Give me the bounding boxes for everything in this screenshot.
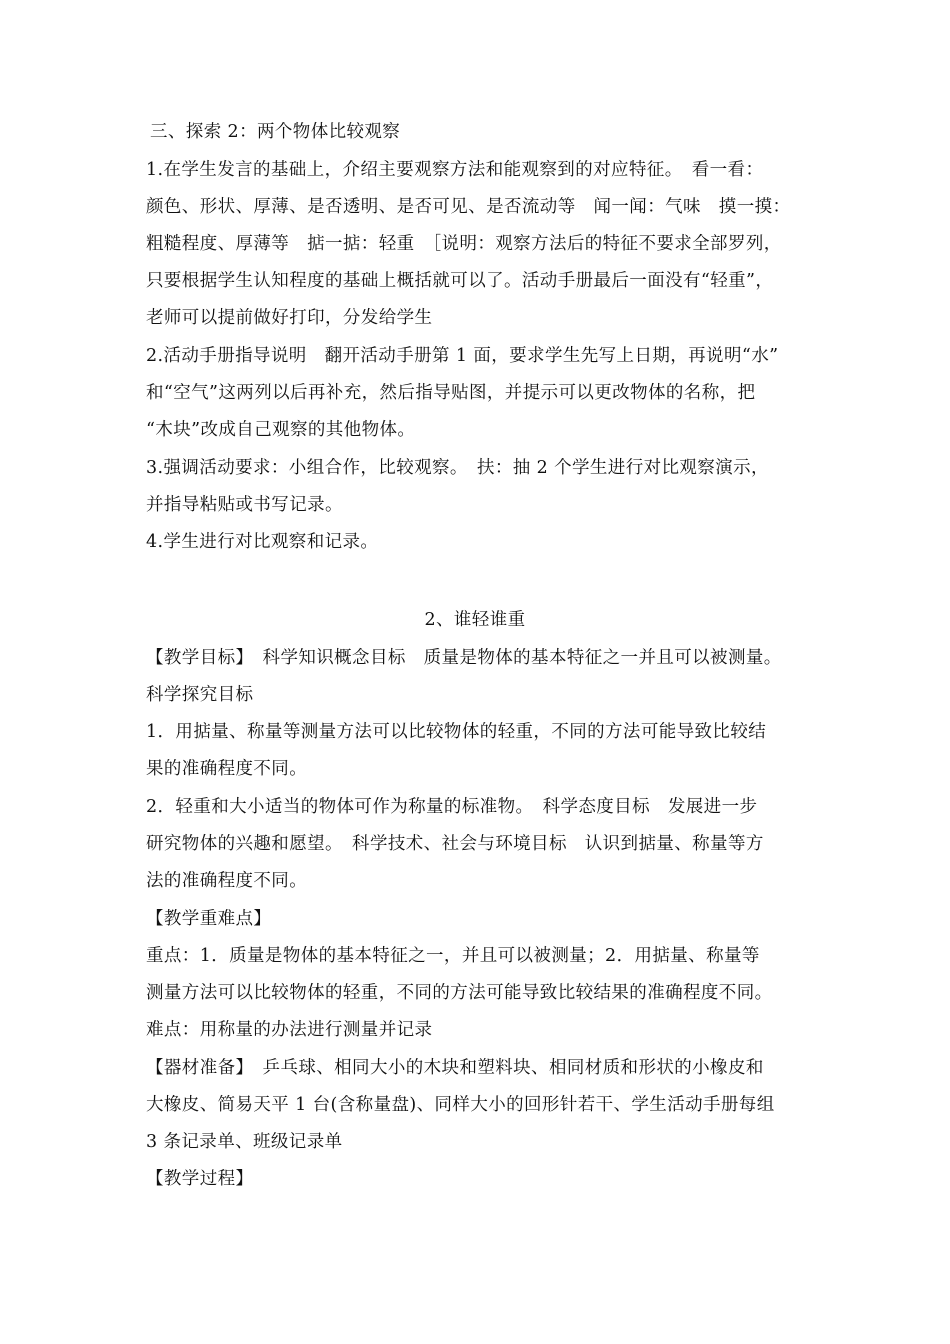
paragraph-line: “木块”改成自己观察的其他物体。 [146,420,416,440]
section-heading-explore-2: 三、探索 2：两个物体比较观察 [150,122,401,142]
paragraph-line: 老师可以提前做好打印，分发给学生 [146,308,433,328]
paragraph-line: 【器材准备】 乒乓球、相同大小的木块和塑料块、相同材质和形状的小橡皮和 [146,1058,764,1078]
paragraph-line: 颜色、形状、厚薄、是否透明、是否可见、是否流动等 闻一闻：气味 摸一摸： [146,197,791,217]
paragraph-line: 科学探究目标 [146,685,254,705]
paragraph-line: 果的准确程度不同。 [146,759,308,779]
paragraph-line: 难点：用称量的办法进行测量并记录 [146,1020,433,1040]
paragraph-line: 测量方法可以比较物体的轻重，不同的方法可能导致比较结果的准确程度不同。 [146,983,773,1003]
paragraph-line: 法的准确程度不同。 [146,871,308,891]
paragraph-line: 重点：1．质量是物体的基本特征之一，并且可以被测量；2．用掂量、称量等 [146,946,760,966]
paragraph-line: 只要根据学生认知程度的基础上概括就可以了。活动手册最后一面没有“轻重”， [146,271,774,291]
lesson-title: 2、谁轻谁重 [424,610,526,630]
paragraph-line: 2．轻重和大小适当的物体可作为称量的标准物。 科学态度目标 发展进一步 [146,797,758,817]
paragraph-line: 研究物体的兴趣和愿望。 科学技术、社会与环境目标 认识到掂量、称量等方 [146,834,764,854]
paragraph-line: 粗糙程度、厚薄等 掂一掂：轻重 ［说明：观察方法后的特征不要求全部罗列， [146,234,782,254]
section-heading-key-points: 【教学重难点】 [146,909,272,929]
paragraph-line: 和“空气”这两列以后再补充，然后指导贴图，并提示可以更改物体的名称，把 [146,383,756,403]
paragraph-line: 3 条记录单、班级记录单 [146,1132,343,1152]
paragraph-line: 【教学目标】 科学知识概念目标 质量是物体的基本特征之一并且可以被测量。 [146,648,782,668]
section-heading-process: 【教学过程】 [146,1169,254,1189]
paragraph-line: 1．用掂量、称量等测量方法可以比较物体的轻重，不同的方法可能导致比较结 [146,722,767,742]
paragraph-line: 4.学生进行对比观察和记录。 [146,532,379,552]
paragraph-line: 并指导粘贴或书写记录。 [146,495,343,515]
paragraph-line: 1.在学生发言的基础上，介绍主要观察方法和能观察到的对应特征。 看一看： [146,160,764,180]
paragraph-line: 3.强调活动要求：小组合作，比较观察。 扶：抽 2 个学生进行对比观察演示， [146,458,769,478]
paragraph-line: 2.活动手册指导说明 翻开活动手册第 1 面，要求学生先写上日期，再说明“水” [146,346,779,366]
paragraph-line: 大橡皮、简易天平 1 台(含称量盘)、同样大小的回形针若干、学生活动手册每组 [146,1095,775,1115]
